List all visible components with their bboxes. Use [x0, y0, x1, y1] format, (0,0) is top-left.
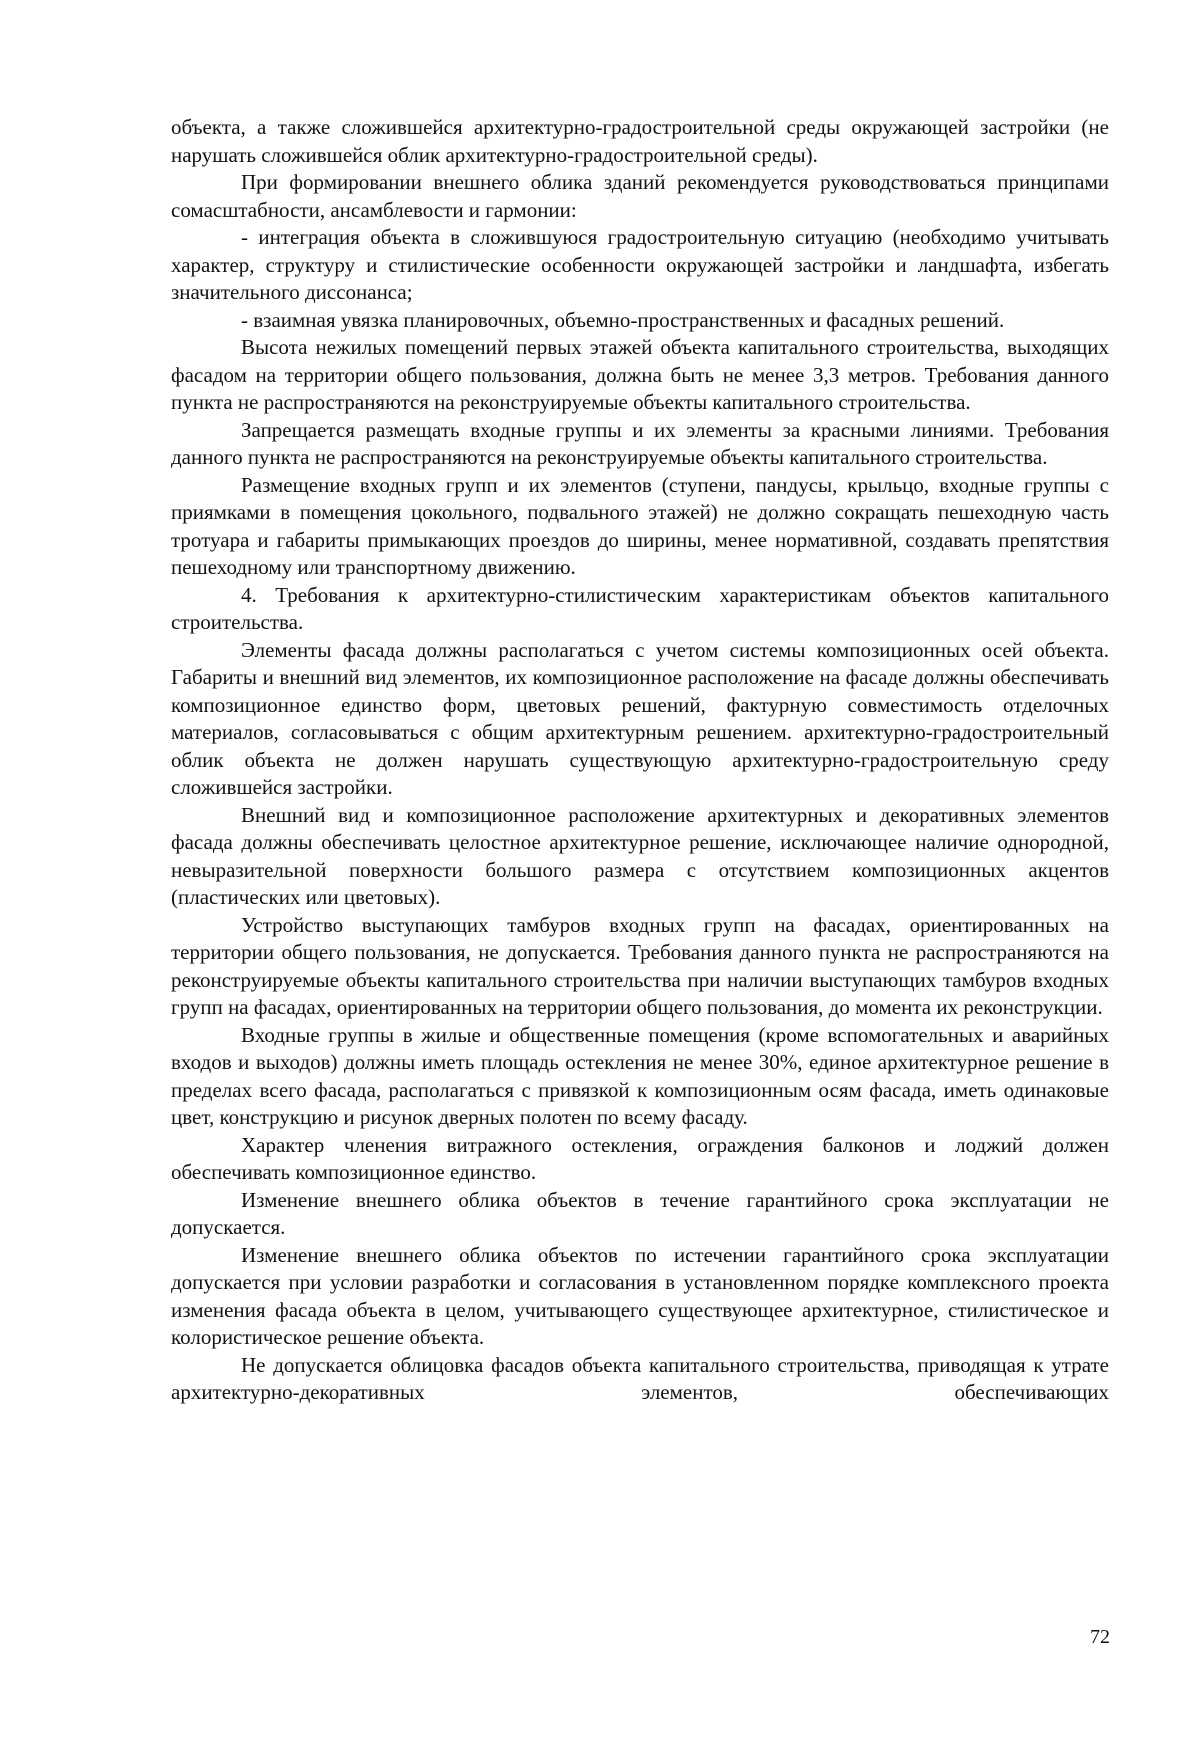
paragraph: - взаимная увязка планировочных, объемно-пространственных и фасадных решений.: [241, 307, 1005, 332]
paragraph: Изменение внешнего облика объектов по истечении гарантийного срока эксплуатации допускается при условии разработки и согласования в установленном порядке комплексного проекта изменения фасада объекта в целом, учитывающего существующее архитектурное, стилистическое и колористическое решение объекта.: [171, 1242, 1109, 1349]
paragraph: Не допускается облицовка фасадов объекта капитального строительства, приводящая к утрате архитектурно-декоративных элементов, обеспечивающих: [171, 1352, 1109, 1404]
paragraph: Элементы фасада должны располагаться с учетом системы композиционных осей объекта. Габариты и внешний вид элементов, их композиционное расположение на фасаде должны обеспечивать композиционное единство форм, цветовых решений, фактурную совместимость отделочных материалов, согласовываться с общим архитектурным решением. архитектурно-градостроительный облик объекта не должен нарушать существующую архитектурно-градостроительную среду сложившейся застройки.: [171, 637, 1109, 799]
paragraph: Высота нежилых помещений первых этажей объекта капитального строительства, выходящих фасадом на территории общего пользования, должна быть не менее 3,3 метров. Требования данного пункта не распространяются на реконструируемые объекты капитального строительства.: [171, 335, 1109, 414]
paragraph: При формировании внешнего облика зданий рекомендуется руководствоваться принципами сомасштабности, ансамблевости и гармонии:: [171, 170, 1109, 222]
paragraph: Внешний вид и композиционное расположение архитектурных и декоративных элементов фасада должны обеспечивать целостное архитектурное решение, исключающее наличие однородной, невыразительной поверхности большого размера с отсутствием композиционных акцентов (пластических или цветовых).: [171, 802, 1109, 909]
paragraph: Характер членения витражного остекления, ограждения балконов и лоджий должен обеспечивать композиционное единство.: [171, 1132, 1109, 1184]
document-body: [171, 114, 1109, 1407]
paragraph: Размещение входных групп и их элементов (ступени, пандусы, крыльцо, входные группы с приямками в помещения цокольного, подвального этажей) не должно сокращать пешеходную часть тротуара и габариты примыкающих проездов до ширины, менее нормативной, создавать препятствия пешеходному или транспортному движению.: [171, 472, 1109, 579]
page-number: 72: [1090, 1626, 1110, 1648]
paragraph: объекта, а также сложившейся архитектурно-градостроительной среды окружающей застройки (не нарушать сложившейся облик архитектурно-градостроительной среды).: [171, 115, 1109, 167]
paragraph: 4. Требования к архитектурно-стилистическим характеристикам объектов капитального строительства.: [171, 582, 1109, 634]
paragraph: Запрещается размещать входные группы и их элементы за красными линиями. Требования данного пункта не распространяются на реконструируемые объекты капитального строительства.: [171, 417, 1109, 469]
paragraph: Входные группы в жилые и общественные помещения (кроме вспомогательных и аварийных входов и выходов) должны иметь площадь остекления не менее 30%, единое архитектурное решение в пределах всего фасада, располагаться с привязкой к композиционным осям фасада, иметь одинаковые цвет, конструкцию и рисунок дверных полотен по всему фасаду.: [171, 1022, 1109, 1129]
paragraph: Устройство выступающих тамбуров входных групп на фасадах, ориентированных на территории общего пользования, не допускается. Требования данного пункта не распространяются на реконструируемые объекты капитального строительства при наличии выступающих тамбуров входных групп на фасадах, ориентированных на территории общего пользования, до момента их реконструкции.: [171, 912, 1109, 1019]
paragraph: Изменение внешнего облика объектов в течение гарантийного срока эксплуатации не допускается.: [171, 1187, 1109, 1239]
paragraph: - интеграция объекта в сложившуюся градостроительную ситуацию (необходимо учитывать характер, структуру и стилистические особенности окружающей застройки и ландшафта, избегать значительного диссонанса;: [171, 225, 1109, 304]
